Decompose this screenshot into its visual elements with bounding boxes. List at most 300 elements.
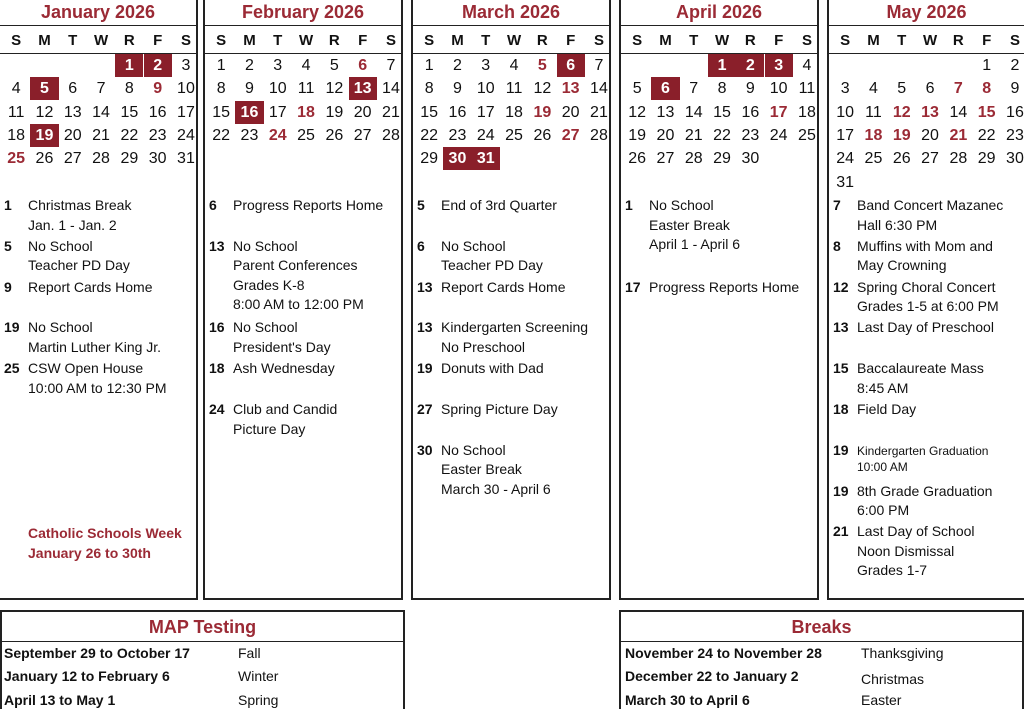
day	[59, 54, 87, 77]
day: 23	[448, 126, 467, 144]
weekday-label: S	[11, 32, 22, 49]
week-row	[0, 124, 196, 147]
day-closed: 16	[235, 101, 263, 124]
break-label: Thanksgiving	[861, 645, 944, 661]
day: 16	[1006, 103, 1024, 121]
day	[944, 171, 972, 194]
event-text: Kindergarten Graduation 10:00 AM	[857, 443, 989, 474]
day-closed: 6	[651, 77, 679, 100]
event-text: 8th Grade Graduation 6:00 PM	[857, 482, 993, 519]
day	[916, 54, 944, 77]
day: 19	[628, 126, 647, 144]
day: 1	[424, 57, 434, 74]
break-row	[621, 689, 1022, 709]
day: 4	[11, 80, 21, 98]
event-text: Field Day	[857, 401, 917, 417]
breaks-panel	[619, 610, 1024, 709]
day: 29	[977, 150, 996, 168]
weekday-label: W	[506, 32, 522, 49]
day: 8	[717, 80, 727, 98]
day: 13	[63, 103, 82, 121]
day	[765, 147, 793, 170]
week-row	[829, 147, 1024, 170]
weekday-label: S	[216, 32, 227, 49]
day: 4	[868, 80, 878, 98]
weekday-label: R	[744, 32, 756, 49]
event-date: 25	[4, 360, 20, 377]
day: 25	[505, 126, 523, 144]
event-date: 19	[417, 360, 433, 377]
event-date: 7	[833, 197, 841, 213]
week-row	[413, 124, 609, 147]
event-date: 6	[417, 237, 425, 254]
event-text: End of 3rd Quarter	[441, 197, 557, 213]
weekday-header	[413, 27, 609, 54]
day: 16	[741, 103, 760, 121]
week-row	[413, 54, 609, 77]
day: 1	[982, 57, 992, 74]
day: 8	[216, 80, 226, 98]
day	[623, 54, 651, 77]
day: 3	[481, 57, 491, 74]
week-row	[205, 54, 401, 77]
day-event: 15	[977, 103, 996, 121]
day-event: 27	[561, 126, 580, 144]
week-row	[205, 124, 401, 147]
weekday-label: T	[273, 32, 283, 49]
day-closed: 2	[736, 54, 764, 77]
weekday-label: T	[481, 32, 491, 49]
weekday-label: S	[424, 32, 435, 49]
event-text: Band Concert Mazanec Hall 6:30 PM	[857, 197, 1004, 233]
event-date: 19	[4, 319, 20, 336]
week-row	[205, 77, 401, 100]
day-event: 7	[953, 80, 963, 98]
day: 18	[798, 103, 816, 121]
event-text: Donuts with Dad	[441, 360, 544, 377]
day: 6	[925, 80, 935, 98]
weekday-header	[829, 27, 1024, 54]
weekday-label: R	[952, 32, 964, 49]
event-text: Spring Picture Day	[441, 401, 558, 417]
event-date: 16	[209, 319, 225, 336]
day: 26	[35, 150, 54, 168]
event-text: No School Teacher PD Day	[28, 237, 130, 274]
day: 16	[448, 103, 467, 121]
event-text: Baccalaureate Mass 8:45 AM	[857, 360, 984, 396]
day: 3	[181, 57, 191, 74]
event-text: Last Day of School Noon Dismissal Grades 1-7	[857, 523, 975, 579]
day: 2	[244, 57, 254, 74]
day: 20	[561, 103, 580, 121]
event-date: 5	[417, 197, 425, 213]
month-title: February 2026	[205, 0, 401, 26]
day: 14	[92, 103, 110, 121]
day: 7	[96, 80, 106, 98]
weekday-label: W	[922, 32, 938, 49]
event-text: Progress Reports Home	[233, 197, 384, 213]
event-text: No School Martin Luther King Jr.	[28, 319, 162, 355]
day: 22	[420, 126, 439, 144]
weekday-header	[0, 27, 196, 54]
day-event: 19	[533, 103, 552, 121]
day: 23	[148, 126, 167, 144]
day: 23	[741, 126, 760, 144]
day: 27	[921, 150, 939, 168]
week-row	[829, 77, 1024, 100]
day: 22	[713, 126, 731, 144]
day: 26	[325, 126, 344, 144]
day: 28	[590, 126, 608, 144]
event-text: Spring Choral Concert Grades 1-5 at 6:00 PM	[857, 278, 999, 315]
day-event: 18	[297, 103, 315, 121]
month-title: March 2026	[413, 0, 609, 26]
day	[651, 54, 679, 77]
day: 28	[382, 126, 400, 144]
day: 27	[63, 150, 82, 168]
week-row	[621, 147, 817, 170]
week-row	[0, 101, 196, 124]
day: 8	[124, 80, 134, 98]
day-event: 8	[982, 80, 992, 98]
day	[87, 54, 115, 77]
day: 14	[949, 103, 968, 121]
week-row	[829, 101, 1024, 124]
event-date: 13	[417, 319, 433, 336]
day-event: 6	[358, 57, 368, 74]
event-date: 13	[833, 319, 849, 336]
weekday-label: T	[68, 32, 78, 49]
day: 8	[424, 80, 434, 98]
map-row	[2, 642, 403, 665]
weekday-label: W	[714, 32, 730, 49]
day: 14	[684, 103, 703, 121]
weekday-label: F	[358, 32, 368, 49]
day: 21	[382, 103, 400, 121]
week-row	[829, 54, 1024, 77]
day: 9	[745, 80, 755, 98]
day: 9	[244, 80, 254, 98]
day: 12	[533, 80, 552, 98]
day-event: 17	[769, 103, 788, 121]
day	[585, 147, 613, 170]
day: 17	[177, 103, 195, 121]
month-title: April 2026	[621, 0, 817, 26]
day	[831, 54, 859, 77]
day: 26	[892, 150, 911, 168]
day	[30, 54, 58, 77]
day: 15	[212, 103, 231, 121]
weekday-label: T	[897, 32, 907, 49]
day	[1001, 171, 1024, 194]
week-row	[0, 77, 196, 100]
week-row	[413, 147, 609, 170]
week-row	[829, 171, 1024, 194]
weekday-label: F	[982, 32, 992, 49]
day-closed: 30	[443, 147, 471, 170]
event-date: 18	[209, 360, 225, 377]
month-title: May 2026	[829, 0, 1024, 26]
day: 3	[273, 57, 283, 74]
day-closed: 13	[349, 77, 377, 100]
week-row	[621, 54, 817, 77]
event-date: 1	[4, 197, 12, 213]
weekday-header	[621, 27, 817, 54]
day: 19	[325, 103, 344, 121]
break-label: Christmas	[861, 671, 925, 687]
day	[859, 54, 887, 77]
event-text: Last Day of Preschool	[857, 319, 994, 336]
day-closed: 19	[30, 124, 58, 147]
map-testing-panel	[0, 610, 405, 709]
break-row	[621, 665, 1022, 688]
day: 28	[949, 150, 968, 168]
week-row	[413, 77, 609, 100]
day	[859, 171, 887, 194]
day-closed: 3	[765, 54, 793, 77]
event-text: No School Parent Conferences Grades K-8 8:00 AM to 12:00 PM	[233, 237, 364, 313]
event-text: Ash Wednesday	[233, 360, 335, 377]
day: 24	[769, 126, 788, 144]
day	[680, 54, 708, 77]
day: 18	[505, 103, 523, 121]
day: 30	[1006, 150, 1024, 168]
event-text: No School Easter Break April 1 - April 6	[649, 197, 741, 252]
day	[557, 147, 585, 170]
event-date: 13	[209, 237, 225, 254]
weekday-label: T	[689, 32, 699, 49]
day: 17	[268, 103, 287, 121]
day: 5	[632, 80, 642, 98]
event-date: 18	[833, 401, 849, 417]
month-1	[203, 0, 403, 600]
event-text: Club and Candid Picture Day	[233, 401, 338, 437]
day	[528, 147, 556, 170]
event-text: Christmas Break Jan. 1 - Jan. 2	[28, 197, 132, 233]
event-date: 1	[625, 197, 633, 213]
weekday-label: S	[840, 32, 851, 49]
day-event: 24	[268, 126, 287, 144]
day: 5	[897, 80, 907, 98]
day: 12	[628, 103, 647, 121]
day: 11	[865, 103, 882, 121]
day: 10	[268, 80, 287, 98]
week-row	[0, 54, 196, 77]
day: 21	[684, 126, 703, 144]
day: 24	[177, 126, 195, 144]
day: 30	[148, 150, 167, 168]
event-date: 13	[417, 278, 433, 295]
event-date: 17	[625, 278, 641, 295]
day: 20	[353, 103, 372, 121]
break-label: Easter	[861, 692, 902, 708]
break-range: November 24 to November 28	[625, 645, 822, 661]
month-title: January 2026	[0, 0, 196, 26]
month-0	[0, 0, 198, 600]
day: 4	[301, 57, 311, 74]
event-date: 19	[833, 482, 849, 499]
day: 11	[505, 80, 523, 98]
day: 9	[452, 80, 462, 98]
day: 21	[590, 103, 608, 121]
event-text: CSW Open House 10:00 AM to 12:30 PM	[28, 360, 167, 396]
day	[973, 171, 1001, 194]
day-event: 13	[921, 103, 939, 121]
day: 3	[840, 80, 850, 98]
break-row	[621, 642, 1022, 665]
weekday-header	[205, 27, 401, 54]
map-range: September 29 to October 17	[4, 645, 190, 661]
event-date: 24	[209, 401, 225, 417]
day-event: 19	[892, 126, 911, 144]
weekday-label: M	[867, 32, 880, 49]
event-date: 15	[833, 360, 849, 377]
month-2	[411, 0, 611, 600]
day: 17	[836, 126, 855, 144]
event-text: Kindergarten Screening No Preschool	[441, 319, 589, 355]
day: 29	[713, 150, 731, 168]
weekday-label: R	[328, 32, 340, 49]
day: 12	[325, 80, 344, 98]
day: 11	[7, 103, 25, 121]
day: 7	[386, 57, 396, 74]
day-event: 13	[561, 80, 580, 98]
day	[944, 54, 972, 77]
day: 30	[741, 150, 760, 168]
day: 22	[120, 126, 139, 144]
day: 28	[684, 150, 703, 168]
day: 22	[212, 126, 231, 144]
month-note: Catholic Schools Week January 26 to 30th	[28, 525, 182, 561]
weekday-label: W	[93, 32, 109, 49]
weekday-label: W	[298, 32, 314, 49]
map-season: Winter	[238, 668, 279, 684]
day: 23	[240, 126, 259, 144]
day: 27	[353, 126, 372, 144]
event-text: No School Easter Break March 30 - April 6	[441, 441, 551, 497]
weekday-label: M	[451, 32, 464, 49]
map-season: Spring	[238, 692, 279, 708]
day: 15	[120, 103, 139, 121]
weekday-label: F	[153, 32, 163, 49]
event-text: Progress Reports Home	[649, 278, 800, 295]
week-row	[621, 101, 817, 124]
week-row	[829, 124, 1024, 147]
day: 26	[628, 150, 647, 168]
event-date: 27	[417, 401, 433, 417]
day: 1	[216, 57, 226, 74]
day-closed: 6	[557, 54, 585, 77]
day-event: 25	[7, 150, 26, 168]
week-row	[413, 101, 609, 124]
day-closed: 2	[144, 54, 172, 77]
event-date: 5	[4, 237, 12, 254]
map-testing-title: MAP Testing	[2, 612, 403, 642]
day: 18	[7, 126, 26, 144]
day: 2	[452, 57, 462, 74]
day: 21	[92, 126, 110, 144]
day-closed: 1	[115, 54, 143, 77]
day: 15	[420, 103, 439, 121]
map-row	[2, 689, 403, 709]
event-text: Report Cards Home	[28, 278, 153, 295]
day-closed: 31	[472, 147, 500, 170]
event-date: 6	[209, 197, 217, 213]
day: 10	[769, 80, 788, 98]
event-date: 12	[833, 278, 849, 295]
breaks-title: Breaks	[621, 612, 1022, 642]
break-range: December 22 to January 2	[625, 668, 799, 684]
day: 31	[836, 173, 855, 191]
day	[500, 147, 528, 170]
day	[2, 54, 30, 77]
day-event: 5	[537, 57, 547, 74]
day	[888, 54, 916, 77]
weekday-label: S	[180, 32, 191, 49]
map-row	[2, 665, 403, 688]
weekday-label: S	[1009, 32, 1020, 49]
day-closed: 5	[30, 77, 58, 100]
day: 17	[476, 103, 495, 121]
day: 14	[590, 80, 608, 98]
day: 7	[594, 57, 604, 74]
day: 20	[656, 126, 675, 144]
day: 23	[1006, 126, 1024, 144]
week-row	[205, 101, 401, 124]
weekday-label: R	[536, 32, 548, 49]
day: 28	[92, 150, 110, 168]
day: 20	[63, 126, 82, 144]
month-4	[827, 0, 1024, 600]
day: 7	[689, 80, 699, 98]
map-season: Fall	[238, 645, 261, 661]
day: 22	[977, 126, 996, 144]
event-date: 30	[417, 441, 433, 458]
weekday-label: S	[632, 32, 643, 49]
weekday-label: S	[593, 32, 604, 49]
event-text: No School President's Day	[233, 319, 331, 355]
day: 11	[798, 80, 816, 98]
day: 25	[297, 126, 315, 144]
day-event: 9	[153, 80, 163, 98]
event-text: No School Teacher PD Day	[441, 237, 543, 274]
day: 10	[476, 80, 495, 98]
weekday-label: M	[659, 32, 672, 49]
event-date: 8	[833, 237, 841, 254]
day: 11	[297, 80, 315, 98]
weekday-label: S	[385, 32, 396, 49]
day-event: 12	[892, 103, 911, 121]
day: 27	[656, 150, 675, 168]
week-row	[621, 124, 817, 147]
day: 25	[864, 150, 883, 168]
day: 10	[836, 103, 855, 121]
day: 15	[713, 103, 731, 121]
day: 24	[476, 126, 495, 144]
day: 29	[420, 150, 439, 168]
break-range: March 30 to April 6	[625, 692, 750, 708]
day-event: 18	[864, 126, 883, 144]
weekday-label: M	[38, 32, 51, 49]
day	[793, 147, 821, 170]
day: 9	[1010, 80, 1020, 98]
day: 29	[120, 150, 139, 168]
event-date: 19	[833, 441, 849, 458]
day	[916, 171, 944, 194]
day: 20	[921, 126, 939, 144]
day: 2	[1010, 57, 1020, 74]
week-row	[621, 77, 817, 100]
